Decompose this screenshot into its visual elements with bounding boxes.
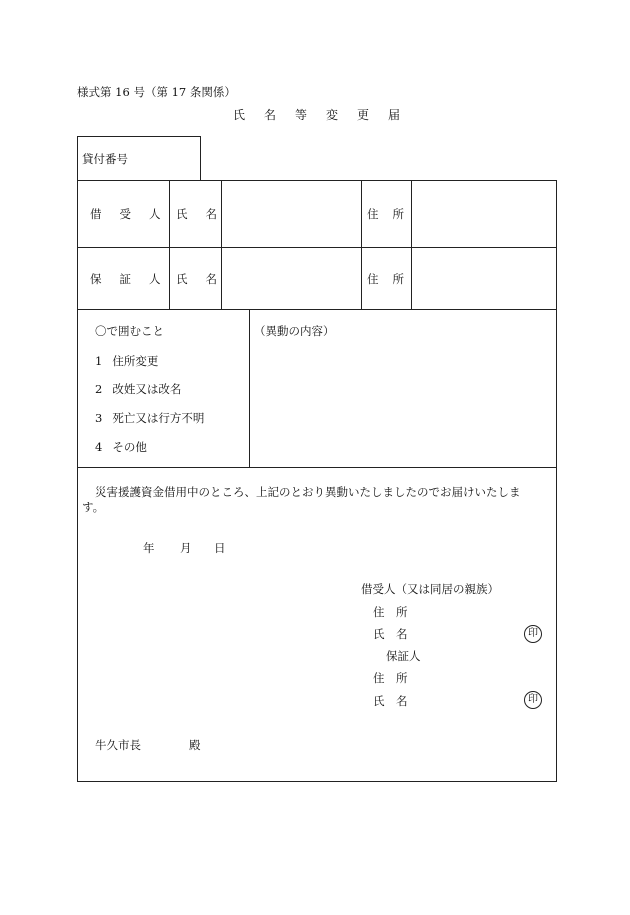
char: 氏 [176, 207, 188, 221]
char: 受 [119, 207, 131, 221]
table-right-border [556, 180, 557, 782]
guarantor-signature-heading: 保証人 [386, 649, 421, 663]
loan-box-right [200, 136, 201, 181]
char: 氏 [176, 272, 188, 286]
char: 人 [149, 207, 161, 221]
option-label: 改姓又は改名 [112, 382, 182, 396]
loan-box-top [77, 136, 201, 137]
addressee-name: 牛久市長 [95, 738, 141, 752]
seal-mark-guarantor: 印 [524, 691, 542, 709]
char: 所 [392, 272, 404, 286]
table-bottom-border [77, 781, 557, 782]
option-label: その他 [112, 440, 147, 454]
option-num: 1 [95, 354, 103, 368]
option-item [95, 411, 204, 425]
option-num: 2 [95, 382, 103, 396]
option-num: 3 [95, 411, 103, 425]
date-day: 日 [214, 541, 226, 555]
title-char: 氏 [233, 108, 246, 122]
guarantor-name-field-label: 氏 名 [373, 694, 408, 708]
table-left-border [77, 136, 78, 782]
title-char: 名 [264, 108, 277, 122]
guarantor-address-field-label: 住 所 [373, 671, 408, 685]
char: 借 [90, 207, 102, 221]
loan-number-label: 貸付番号 [82, 152, 128, 166]
option-num: 4 [95, 440, 103, 454]
col-line [169, 180, 170, 310]
col-line [411, 180, 412, 310]
change-details-label: （異動の内容） [254, 324, 335, 338]
option-item [95, 440, 147, 454]
option-label: 死亡又は行方不明 [112, 411, 205, 425]
borrower-signature-heading: 借受人（又は同居の親族） [361, 582, 499, 596]
options-heading: 〇で囲むこと [95, 324, 164, 338]
guarantor-address-label [367, 272, 404, 286]
char: 名 [205, 272, 217, 286]
date-month: 月 [180, 541, 192, 555]
char: 人 [149, 272, 161, 286]
form-title [233, 108, 419, 122]
char: 住 [367, 272, 379, 286]
statement-line-2: す。 [82, 500, 105, 514]
borrower-name-label [176, 207, 217, 221]
col-line [361, 180, 362, 310]
title-char: 更 [357, 108, 370, 122]
char: 名 [205, 207, 217, 221]
char: 所 [392, 207, 404, 221]
row-line [77, 467, 557, 468]
option-label: 住所変更 [112, 354, 159, 368]
seal-mark-borrower: 印 [524, 625, 542, 643]
title-char: 届 [388, 108, 401, 122]
title-char: 変 [326, 108, 339, 122]
date-year: 年 [143, 541, 155, 555]
borrower-address-field-label: 住 所 [373, 605, 408, 619]
row-line [77, 309, 557, 310]
borrower-role-label [90, 207, 161, 221]
borrower-name-field-label: 氏 名 [373, 627, 408, 641]
row-line [77, 247, 557, 248]
title-char: 等 [295, 108, 308, 122]
col-line [249, 309, 250, 468]
col-line [221, 180, 222, 310]
borrower-address-label [367, 207, 404, 221]
option-item [95, 354, 158, 368]
char: 証 [119, 272, 131, 286]
guarantor-role-label [90, 272, 161, 286]
addressee-honorific: 殿 [189, 738, 201, 752]
char: 保 [90, 272, 102, 286]
statement-line-1: 災害援護資金借用中のところ、上記のとおり異動いたしましたのでお届けいたしま [95, 485, 521, 499]
char: 住 [367, 207, 379, 221]
guarantor-name-label [176, 272, 217, 286]
row-line [77, 180, 557, 181]
form-number: 様式第 16 号（第 17 条関係） [77, 85, 236, 99]
option-item [95, 382, 181, 396]
